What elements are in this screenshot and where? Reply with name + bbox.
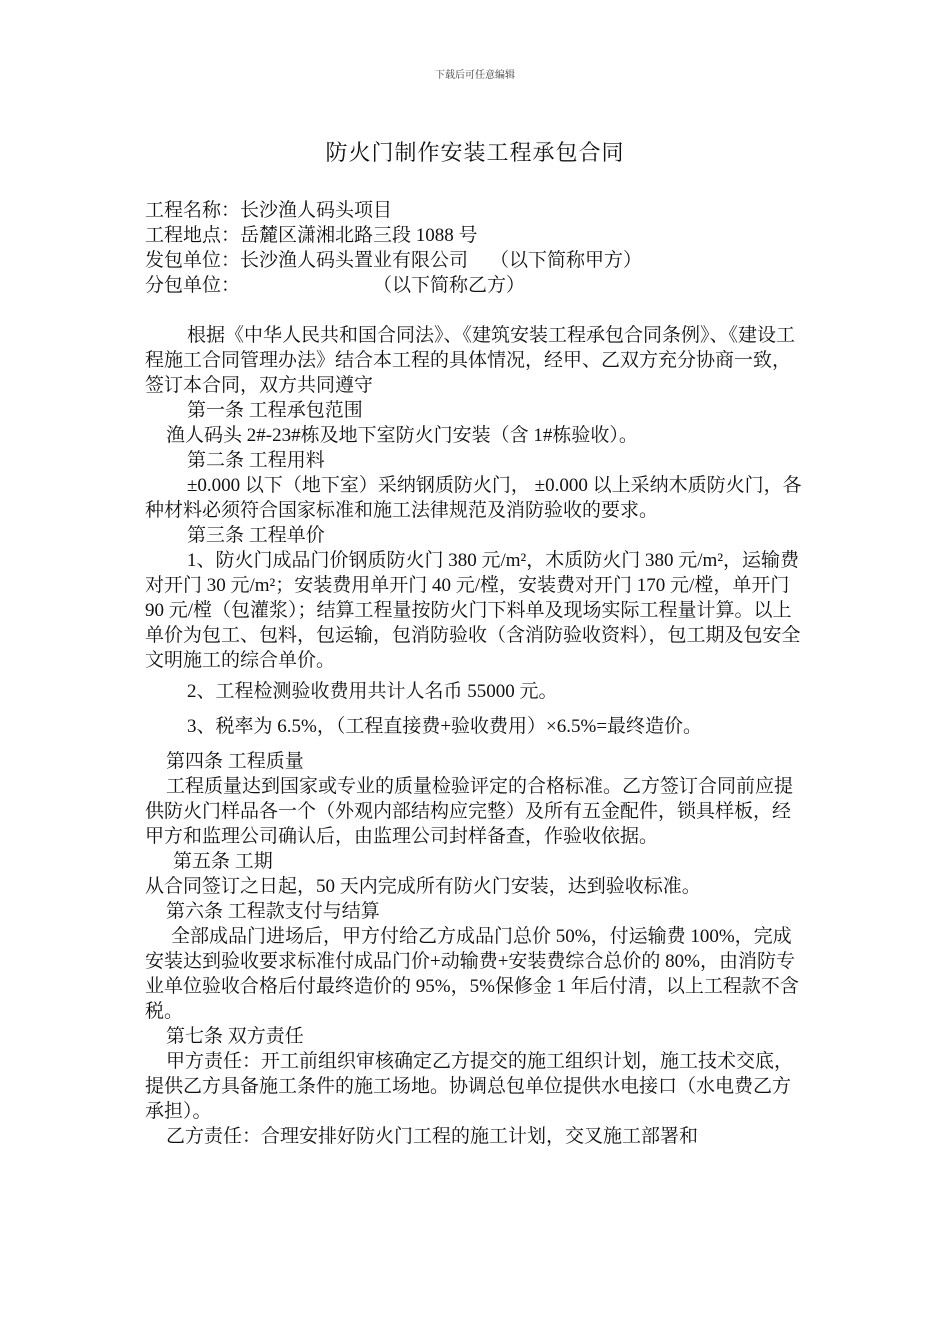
- article-3-item-3: 3、税率为 6.5%，（工程直接费+验收费用）×6.5%=最终造价。: [187, 716, 703, 737]
- project-name: 工程名称：长沙渔人码头项目: [145, 200, 393, 221]
- subcontractor-line: [145, 273, 807, 298]
- article-2-heading: 第二条 工程用料: [187, 450, 325, 471]
- employer-line: [145, 248, 807, 273]
- article-6-heading: 第六条 工程款支付与结算: [166, 901, 380, 922]
- article-7-heading: 第七条 双方责任: [166, 1026, 304, 1047]
- article-7-party-b: 乙方责任：合理安排好防火门工程的施工计划，交叉施工部署和: [166, 1126, 699, 1147]
- article-2-body: ±0.000 以下（地下室）采纳钢质防火门， ±0.000 以上采纳木质防火门，各种材料必须符合国家标准和施工法律规范及消防验收的要求。: [145, 475, 802, 521]
- article-5-heading: 第五条 工期: [173, 851, 273, 872]
- subcontractor-alias: （以下简称乙方）: [373, 275, 526, 296]
- article-4-heading: 第四条 工程质量: [166, 751, 304, 772]
- contract-intro: 根据《中华人民共和国合同法》、《建筑安装工程承包合同条例》、《建设工程施工合同管理办法》结合本工程的具体情况，经甲、乙双方充分协商一致，签订本合同，双方共同遵守: [145, 325, 796, 396]
- subcontractor-label: 分包单位：: [145, 275, 241, 296]
- article-3-heading: 第三条 工程单价: [187, 525, 325, 546]
- article-4-body: 工程质量达到国家或专业的质量检验评定的合格标准。乙方签订合同前应提供防火门样品各一个（外观内部结构应完整）及所有五金配件，锁具样板，经甲方和监理公司确认后，由监理公司封样备查，作验收依据。: [145, 776, 794, 847]
- article-1-heading: 第一条 工程承包范围: [187, 400, 363, 421]
- article-7-party-a: 甲方责任：开工前组织审核确定乙方提交的施工组织计划，施工技术交底，提供乙方具备施工条件的施工场地。协调总包单位提供水电接口（水电费乙方承担）。: [145, 1051, 794, 1122]
- contract-body: [145, 198, 807, 1149]
- page-header-note: 下载后可任意编辑: [435, 70, 515, 81]
- article-5-body: 从合同签订之日起，50 天内完成所有防火门安装，达到验收标准。: [145, 876, 701, 897]
- project-info: [145, 198, 807, 298]
- document-title: 防火门制作安装工程承包合同: [325, 141, 625, 166]
- article-6-body: 全部成品门进场后，甲方付给乙方成品门总价 50%，付运输费 100%，完成安装达到验收要求标准付成品门价+动输费+安装费综合总价的 80%，由消防专业单位验收合格后付最终造价的 95%，5%保修金 1 年后付清，以上工程款不含税。: [145, 926, 799, 1022]
- employer-alias: （以下简称甲方）: [490, 250, 643, 271]
- project-location: 工程地点：岳麓区潇湘北路三段 1088 号: [145, 225, 478, 246]
- employer-label: 发包单位：长沙渔人码头置业有限公司: [145, 250, 469, 271]
- article-3-item-1: 1、防火门成品门价钢质防火门 380 元/m²，木质防火门 380 元/m²，运输费对开门 30 元/m²；安装费用单开门 40 元/樘，安装费对开门 170 元/樘，单开门 90 元/樘（包灌浆）；结算工程量按防火门下料单及现场实际工程量计算。以上单价为包工、包料，包运输，包消防验收（含消防验收资料），包工期及包安全文明施工的综合单价。: [145, 550, 801, 671]
- article-1-body: 渔人码头 2#-23#栋及地下室防火门安装（含 1#栋验收）。: [166, 425, 638, 446]
- article-3-item-2: 2、工程检测验收费用共计人名币 55000 元。: [187, 681, 558, 702]
